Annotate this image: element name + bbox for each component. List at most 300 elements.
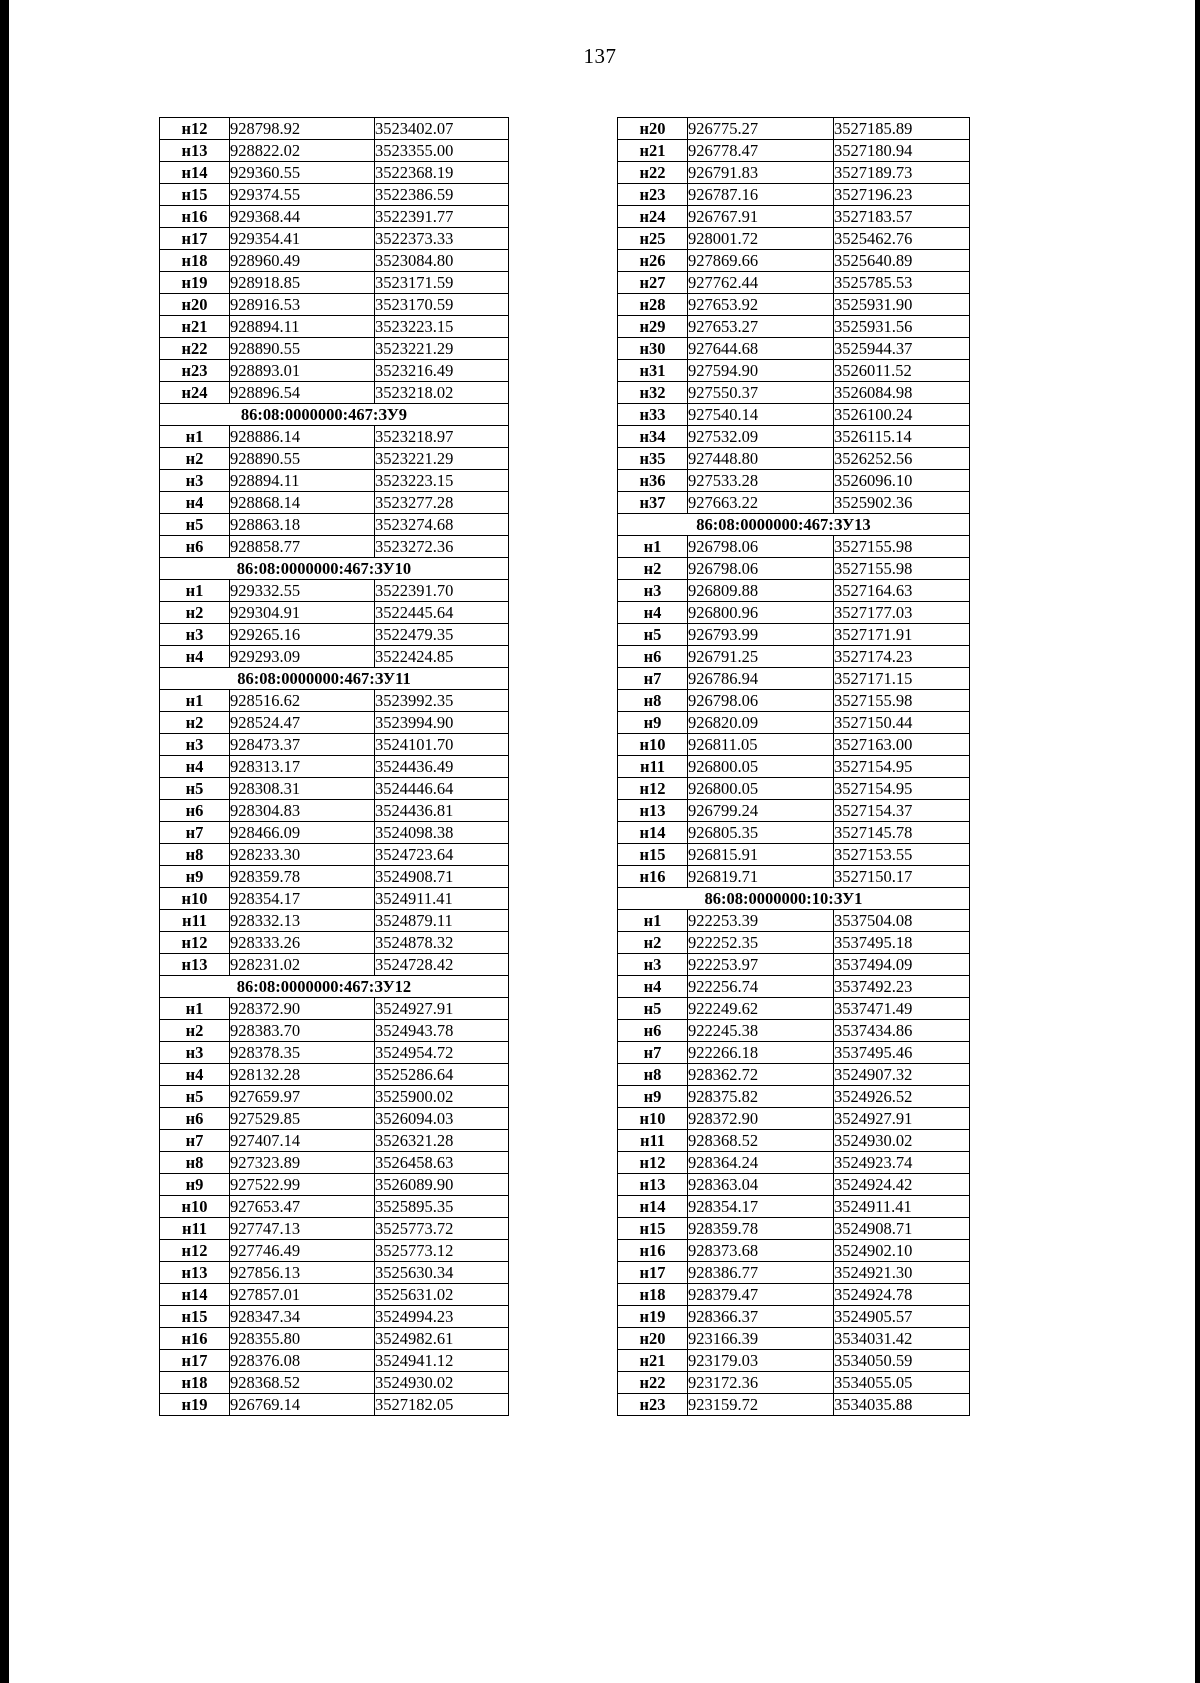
x-coordinate-cell: 928332.13: [230, 910, 375, 932]
x-coordinate-cell: 928376.08: [230, 1350, 375, 1372]
table-row: [618, 646, 970, 668]
y-coordinate-cell: 3527150.44: [834, 712, 970, 734]
x-coordinate-cell: 927323.89: [230, 1152, 375, 1174]
coordinates-table-right: [617, 117, 970, 1416]
y-coordinate-cell: 3525900.02: [375, 1086, 509, 1108]
table-row: [160, 734, 509, 756]
x-coordinate-cell: 927869.66: [688, 250, 834, 272]
table-row: [618, 844, 970, 866]
x-coordinate-cell: 923166.39: [688, 1328, 834, 1350]
table-row: [160, 184, 509, 206]
point-id-cell: н22: [618, 1372, 688, 1394]
x-coordinate-cell: 926805.35: [688, 822, 834, 844]
y-coordinate-cell: 3523274.68: [375, 514, 509, 536]
cadastral-number: [618, 888, 970, 910]
x-coordinate-cell: 926820.09: [688, 712, 834, 734]
y-coordinate-cell: 3524982.61: [375, 1328, 509, 1350]
point-id-cell: н10: [160, 888, 230, 910]
x-coordinate-cell: 928132.28: [230, 1064, 375, 1086]
table-row: [618, 1394, 970, 1416]
table-row: [160, 360, 509, 382]
y-coordinate-cell: 3524927.91: [375, 998, 509, 1020]
x-coordinate-cell: 928960.49: [230, 250, 375, 272]
point-id-cell: н16: [160, 206, 230, 228]
x-coordinate-cell: 928372.90: [230, 998, 375, 1020]
x-coordinate-cell: 928354.17: [688, 1196, 834, 1218]
y-coordinate-cell: 3526011.52: [834, 360, 970, 382]
table-row: [160, 118, 509, 140]
point-id-cell: н17: [160, 228, 230, 250]
point-id-cell: н8: [618, 1064, 688, 1086]
table-row: [618, 360, 970, 382]
table-row: [618, 1284, 970, 1306]
point-id-cell: н7: [618, 1042, 688, 1064]
point-id-cell: н1: [160, 426, 230, 448]
x-coordinate-cell: 928516.62: [230, 690, 375, 712]
x-coordinate-cell: 926775.27: [688, 118, 834, 140]
x-coordinate-cell: 926800.05: [688, 778, 834, 800]
y-coordinate-cell: 3523277.28: [375, 492, 509, 514]
x-coordinate-cell: 928466.09: [230, 822, 375, 844]
y-coordinate-cell: 3523084.80: [375, 250, 509, 272]
y-coordinate-cell: 3527189.73: [834, 162, 970, 184]
point-id-cell: н24: [160, 382, 230, 404]
point-id-cell: н6: [618, 646, 688, 668]
point-id-cell: н3: [160, 734, 230, 756]
point-id-cell: н12: [160, 932, 230, 954]
point-id-cell: н20: [618, 1328, 688, 1350]
x-coordinate-cell: 928378.35: [230, 1042, 375, 1064]
table-row: [618, 602, 970, 624]
table-row: [618, 1328, 970, 1350]
y-coordinate-cell: 3524994.23: [375, 1306, 509, 1328]
x-coordinate-cell: 926811.05: [688, 734, 834, 756]
table-row: [160, 206, 509, 228]
cadastral-number-label: 86:08:0000000:10:ЗУ1: [704, 889, 863, 908]
table-row: [160, 1130, 509, 1152]
point-id-cell: н4: [618, 602, 688, 624]
x-coordinate-cell: 928890.55: [230, 338, 375, 360]
point-id-cell: н6: [160, 800, 230, 822]
x-coordinate-cell: 928373.68: [688, 1240, 834, 1262]
point-id-cell: н11: [160, 910, 230, 932]
y-coordinate-cell: 3523216.49: [375, 360, 509, 382]
point-id-cell: н5: [160, 514, 230, 536]
point-id-cell: н31: [618, 360, 688, 382]
y-coordinate-cell: 3524924.42: [834, 1174, 970, 1196]
point-id-cell: н14: [160, 162, 230, 184]
point-id-cell: н35: [618, 448, 688, 470]
y-coordinate-cell: 3526252.56: [834, 448, 970, 470]
table-row: [160, 822, 509, 844]
table-row: [618, 536, 970, 558]
y-coordinate-cell: 3523221.29: [375, 338, 509, 360]
point-id-cell: н7: [160, 1130, 230, 1152]
y-coordinate-cell: 3537471.49: [834, 998, 970, 1020]
point-id-cell: н16: [618, 866, 688, 888]
point-id-cell: н13: [618, 1174, 688, 1196]
point-id-cell: н16: [160, 1328, 230, 1350]
table-row: [160, 1372, 509, 1394]
table-row: [618, 1240, 970, 1262]
table-row: [160, 426, 509, 448]
table-row: [618, 294, 970, 316]
y-coordinate-cell: 3527171.91: [834, 624, 970, 646]
point-id-cell: н9: [618, 712, 688, 734]
y-coordinate-cell: 3526115.14: [834, 426, 970, 448]
x-coordinate-cell: 928383.70: [230, 1020, 375, 1042]
table-row: [160, 1196, 509, 1218]
y-coordinate-cell: 3527155.98: [834, 536, 970, 558]
x-coordinate-cell: 927653.92: [688, 294, 834, 316]
y-coordinate-cell: 3527171.15: [834, 668, 970, 690]
cadastral-number: [160, 558, 509, 580]
table-row: [618, 162, 970, 184]
y-coordinate-cell: 3524911.41: [375, 888, 509, 910]
y-coordinate-cell: 3524923.74: [834, 1152, 970, 1174]
table-row: [618, 1372, 970, 1394]
point-id-cell: н10: [160, 1196, 230, 1218]
y-coordinate-cell: 3527177.03: [834, 602, 970, 624]
y-coordinate-cell: 3525286.64: [375, 1064, 509, 1086]
y-coordinate-cell: 3523355.00: [375, 140, 509, 162]
y-coordinate-cell: 3537494.09: [834, 954, 970, 976]
x-coordinate-cell: 928364.24: [688, 1152, 834, 1174]
x-coordinate-cell: 926769.14: [230, 1394, 375, 1416]
point-id-cell: н4: [160, 646, 230, 668]
table-row: [160, 162, 509, 184]
table-row: [160, 1218, 509, 1240]
point-id-cell: н5: [618, 998, 688, 1020]
point-id-cell: н14: [618, 1196, 688, 1218]
table-row: [160, 778, 509, 800]
table-row: [160, 888, 509, 910]
y-coordinate-cell: 3525931.90: [834, 294, 970, 316]
y-coordinate-cell: 3524930.02: [834, 1130, 970, 1152]
x-coordinate-cell: 928354.17: [230, 888, 375, 910]
point-id-cell: н13: [618, 800, 688, 822]
y-coordinate-cell: 3537434.86: [834, 1020, 970, 1042]
point-id-cell: н25: [618, 228, 688, 250]
y-coordinate-cell: 3524436.81: [375, 800, 509, 822]
x-coordinate-cell: 928233.30: [230, 844, 375, 866]
x-coordinate-cell: 928868.14: [230, 492, 375, 514]
x-coordinate-cell: 927857.01: [230, 1284, 375, 1306]
cadastral-number: [160, 668, 509, 690]
x-coordinate-cell: 926798.06: [688, 558, 834, 580]
table-row: [618, 734, 970, 756]
table-row: [160, 1350, 509, 1372]
point-id-cell: н23: [160, 360, 230, 382]
table-row: [160, 316, 509, 338]
y-coordinate-cell: 3527153.55: [834, 844, 970, 866]
point-id-cell: н4: [160, 1064, 230, 1086]
x-coordinate-cell: 927746.49: [230, 1240, 375, 1262]
table-row: [618, 1130, 970, 1152]
y-coordinate-cell: 3524924.78: [834, 1284, 970, 1306]
x-coordinate-cell: 929265.16: [230, 624, 375, 646]
x-coordinate-cell: 926798.06: [688, 690, 834, 712]
table-row: [618, 316, 970, 338]
y-coordinate-cell: 3524446.64: [375, 778, 509, 800]
point-id-cell: н8: [160, 1152, 230, 1174]
x-coordinate-cell: 922252.35: [688, 932, 834, 954]
point-id-cell: н2: [160, 712, 230, 734]
table-row: [160, 1306, 509, 1328]
table-row: [160, 580, 509, 602]
cadastral-number-label: 86:08:0000000:467:ЗУ10: [236, 559, 412, 578]
table-row: [160, 492, 509, 514]
x-coordinate-cell: 926791.83: [688, 162, 834, 184]
x-coordinate-cell: 926787.16: [688, 184, 834, 206]
y-coordinate-cell: 3523402.07: [375, 118, 509, 140]
x-coordinate-cell: 929293.09: [230, 646, 375, 668]
x-coordinate-cell: 928304.83: [230, 800, 375, 822]
x-coordinate-cell: 927529.85: [230, 1108, 375, 1130]
x-coordinate-cell: 928308.31: [230, 778, 375, 800]
table-row: [618, 448, 970, 470]
y-coordinate-cell: 3523272.36: [375, 536, 509, 558]
scan-edge-left: [0, 0, 9, 1683]
table-row: [618, 712, 970, 734]
y-coordinate-cell: 3527155.98: [834, 558, 970, 580]
table-row: [618, 910, 970, 932]
point-id-cell: н15: [618, 844, 688, 866]
x-coordinate-cell: 928359.78: [688, 1218, 834, 1240]
y-coordinate-cell: 3524098.38: [375, 822, 509, 844]
section-header-row: [618, 514, 970, 536]
coordinates-table-left: [159, 117, 509, 1416]
y-coordinate-cell: 3527185.89: [834, 118, 970, 140]
y-coordinate-cell: 3534031.42: [834, 1328, 970, 1350]
point-id-cell: н11: [618, 756, 688, 778]
y-coordinate-cell: 3524911.41: [834, 1196, 970, 1218]
point-id-cell: н14: [618, 822, 688, 844]
x-coordinate-cell: 928894.11: [230, 316, 375, 338]
x-coordinate-cell: 927550.37: [688, 382, 834, 404]
table-row: [160, 514, 509, 536]
point-id-cell: н18: [160, 1372, 230, 1394]
section-header-row: [160, 976, 509, 998]
y-coordinate-cell: 3527196.23: [834, 184, 970, 206]
cadastral-number: [160, 976, 509, 998]
point-id-cell: н2: [160, 448, 230, 470]
section-header-row: [160, 558, 509, 580]
x-coordinate-cell: 929374.55: [230, 184, 375, 206]
point-id-cell: н7: [618, 668, 688, 690]
y-coordinate-cell: 3522373.33: [375, 228, 509, 250]
point-id-cell: н6: [618, 1020, 688, 1042]
x-coordinate-cell: 926791.25: [688, 646, 834, 668]
x-coordinate-cell: 926793.99: [688, 624, 834, 646]
x-coordinate-cell: 928375.82: [688, 1086, 834, 1108]
table-row: [618, 624, 970, 646]
y-coordinate-cell: 3523170.59: [375, 294, 509, 316]
x-coordinate-cell: 927653.47: [230, 1196, 375, 1218]
y-coordinate-cell: 3525631.02: [375, 1284, 509, 1306]
table-row: [160, 1240, 509, 1262]
point-id-cell: н7: [160, 822, 230, 844]
y-coordinate-cell: 3525640.89: [834, 250, 970, 272]
table-row: [160, 272, 509, 294]
point-id-cell: н24: [618, 206, 688, 228]
y-coordinate-cell: 3524723.64: [375, 844, 509, 866]
x-coordinate-cell: 928473.37: [230, 734, 375, 756]
x-coordinate-cell: 923179.03: [688, 1350, 834, 1372]
point-id-cell: н21: [618, 140, 688, 162]
y-coordinate-cell: 3534050.59: [834, 1350, 970, 1372]
y-coordinate-cell: 3524907.32: [834, 1064, 970, 1086]
x-coordinate-cell: 928362.72: [688, 1064, 834, 1086]
y-coordinate-cell: 3525773.12: [375, 1240, 509, 1262]
x-coordinate-cell: 923159.72: [688, 1394, 834, 1416]
point-id-cell: н9: [618, 1086, 688, 1108]
cadastral-number-label: 86:08:0000000:467:ЗУ9: [240, 405, 408, 424]
y-coordinate-cell: 3523171.59: [375, 272, 509, 294]
table-row: [160, 294, 509, 316]
table-row: [160, 1064, 509, 1086]
y-coordinate-cell: 3527164.63: [834, 580, 970, 602]
y-coordinate-cell: 3526458.63: [375, 1152, 509, 1174]
point-id-cell: н15: [618, 1218, 688, 1240]
point-id-cell: н34: [618, 426, 688, 448]
x-coordinate-cell: 927856.13: [230, 1262, 375, 1284]
point-id-cell: н18: [160, 250, 230, 272]
table-row: [160, 954, 509, 976]
table-row: [618, 1152, 970, 1174]
x-coordinate-cell: 922253.39: [688, 910, 834, 932]
table-row: [618, 932, 970, 954]
y-coordinate-cell: 3527154.95: [834, 756, 970, 778]
x-coordinate-cell: 926767.91: [688, 206, 834, 228]
table-row: [160, 470, 509, 492]
point-id-cell: н1: [160, 690, 230, 712]
point-id-cell: н1: [160, 998, 230, 1020]
x-coordinate-cell: 926786.94: [688, 668, 834, 690]
point-id-cell: н33: [618, 404, 688, 426]
table-row: [160, 338, 509, 360]
point-id-cell: н20: [160, 294, 230, 316]
y-coordinate-cell: 3524908.71: [375, 866, 509, 888]
table-row: [618, 228, 970, 250]
point-id-cell: н3: [618, 954, 688, 976]
point-id-cell: н21: [618, 1350, 688, 1372]
y-coordinate-cell: 3527154.95: [834, 778, 970, 800]
y-coordinate-cell: 3526321.28: [375, 1130, 509, 1152]
table-row: [160, 1152, 509, 1174]
y-coordinate-cell: 3526089.90: [375, 1174, 509, 1196]
table-row: [618, 206, 970, 228]
point-id-cell: н37: [618, 492, 688, 514]
x-coordinate-cell: 928863.18: [230, 514, 375, 536]
x-coordinate-cell: 926815.91: [688, 844, 834, 866]
y-coordinate-cell: 3524905.57: [834, 1306, 970, 1328]
y-coordinate-cell: 3522386.59: [375, 184, 509, 206]
point-id-cell: н21: [160, 316, 230, 338]
x-coordinate-cell: 928333.26: [230, 932, 375, 954]
point-id-cell: н17: [160, 1350, 230, 1372]
x-coordinate-cell: 928918.85: [230, 272, 375, 294]
table-row: [618, 800, 970, 822]
point-id-cell: н2: [160, 602, 230, 624]
point-id-cell: н5: [618, 624, 688, 646]
x-coordinate-cell: 927762.44: [688, 272, 834, 294]
x-coordinate-cell: 926819.71: [688, 866, 834, 888]
x-coordinate-cell: 926809.88: [688, 580, 834, 602]
y-coordinate-cell: 3527183.57: [834, 206, 970, 228]
x-coordinate-cell: 929360.55: [230, 162, 375, 184]
point-id-cell: н8: [618, 690, 688, 712]
x-coordinate-cell: 926799.24: [688, 800, 834, 822]
x-coordinate-cell: 927659.97: [230, 1086, 375, 1108]
section-header-row: [160, 668, 509, 690]
y-coordinate-cell: 3522424.85: [375, 646, 509, 668]
point-id-cell: н22: [618, 162, 688, 184]
x-coordinate-cell: 928231.02: [230, 954, 375, 976]
x-coordinate-cell: 928363.04: [688, 1174, 834, 1196]
y-coordinate-cell: 3524927.91: [834, 1108, 970, 1130]
y-coordinate-cell: 3526084.98: [834, 382, 970, 404]
point-id-cell: н4: [160, 492, 230, 514]
y-coordinate-cell: 3524908.71: [834, 1218, 970, 1240]
y-coordinate-cell: 3527180.94: [834, 140, 970, 162]
table-row: [160, 712, 509, 734]
y-coordinate-cell: 3537495.46: [834, 1042, 970, 1064]
x-coordinate-cell: 927533.28: [688, 470, 834, 492]
x-coordinate-cell: 928798.92: [230, 118, 375, 140]
x-coordinate-cell: 922256.74: [688, 976, 834, 998]
table-row: [618, 140, 970, 162]
point-id-cell: н17: [618, 1262, 688, 1284]
point-id-cell: н23: [618, 1394, 688, 1416]
table-row: [618, 1042, 970, 1064]
y-coordinate-cell: 3527163.00: [834, 734, 970, 756]
point-id-cell: н12: [160, 118, 230, 140]
point-id-cell: н22: [160, 338, 230, 360]
table-row: [618, 1350, 970, 1372]
table-row: [618, 1218, 970, 1240]
x-coordinate-cell: 922253.97: [688, 954, 834, 976]
x-coordinate-cell: 928366.37: [688, 1306, 834, 1328]
y-coordinate-cell: 3526100.24: [834, 404, 970, 426]
x-coordinate-cell: 928368.52: [688, 1130, 834, 1152]
y-coordinate-cell: 3524101.70: [375, 734, 509, 756]
table-row: [160, 602, 509, 624]
table-row: [160, 448, 509, 470]
y-coordinate-cell: 3524436.49: [375, 756, 509, 778]
table-row: [160, 140, 509, 162]
table-row: [618, 272, 970, 294]
y-coordinate-cell: 3523218.97: [375, 426, 509, 448]
y-coordinate-cell: 3523221.29: [375, 448, 509, 470]
y-coordinate-cell: 3524943.78: [375, 1020, 509, 1042]
x-coordinate-cell: 927540.14: [688, 404, 834, 426]
point-id-cell: н1: [160, 580, 230, 602]
table-row: [618, 1262, 970, 1284]
x-coordinate-cell: 928372.90: [688, 1108, 834, 1130]
y-coordinate-cell: 3522479.35: [375, 624, 509, 646]
table-row: [618, 822, 970, 844]
y-coordinate-cell: 3526096.10: [834, 470, 970, 492]
table-row: [618, 492, 970, 514]
point-id-cell: н13: [160, 1262, 230, 1284]
point-id-cell: н14: [160, 1284, 230, 1306]
x-coordinate-cell: 927644.68: [688, 338, 834, 360]
point-id-cell: н3: [160, 470, 230, 492]
y-coordinate-cell: 3527174.23: [834, 646, 970, 668]
x-coordinate-cell: 926798.06: [688, 536, 834, 558]
table-row: [618, 426, 970, 448]
